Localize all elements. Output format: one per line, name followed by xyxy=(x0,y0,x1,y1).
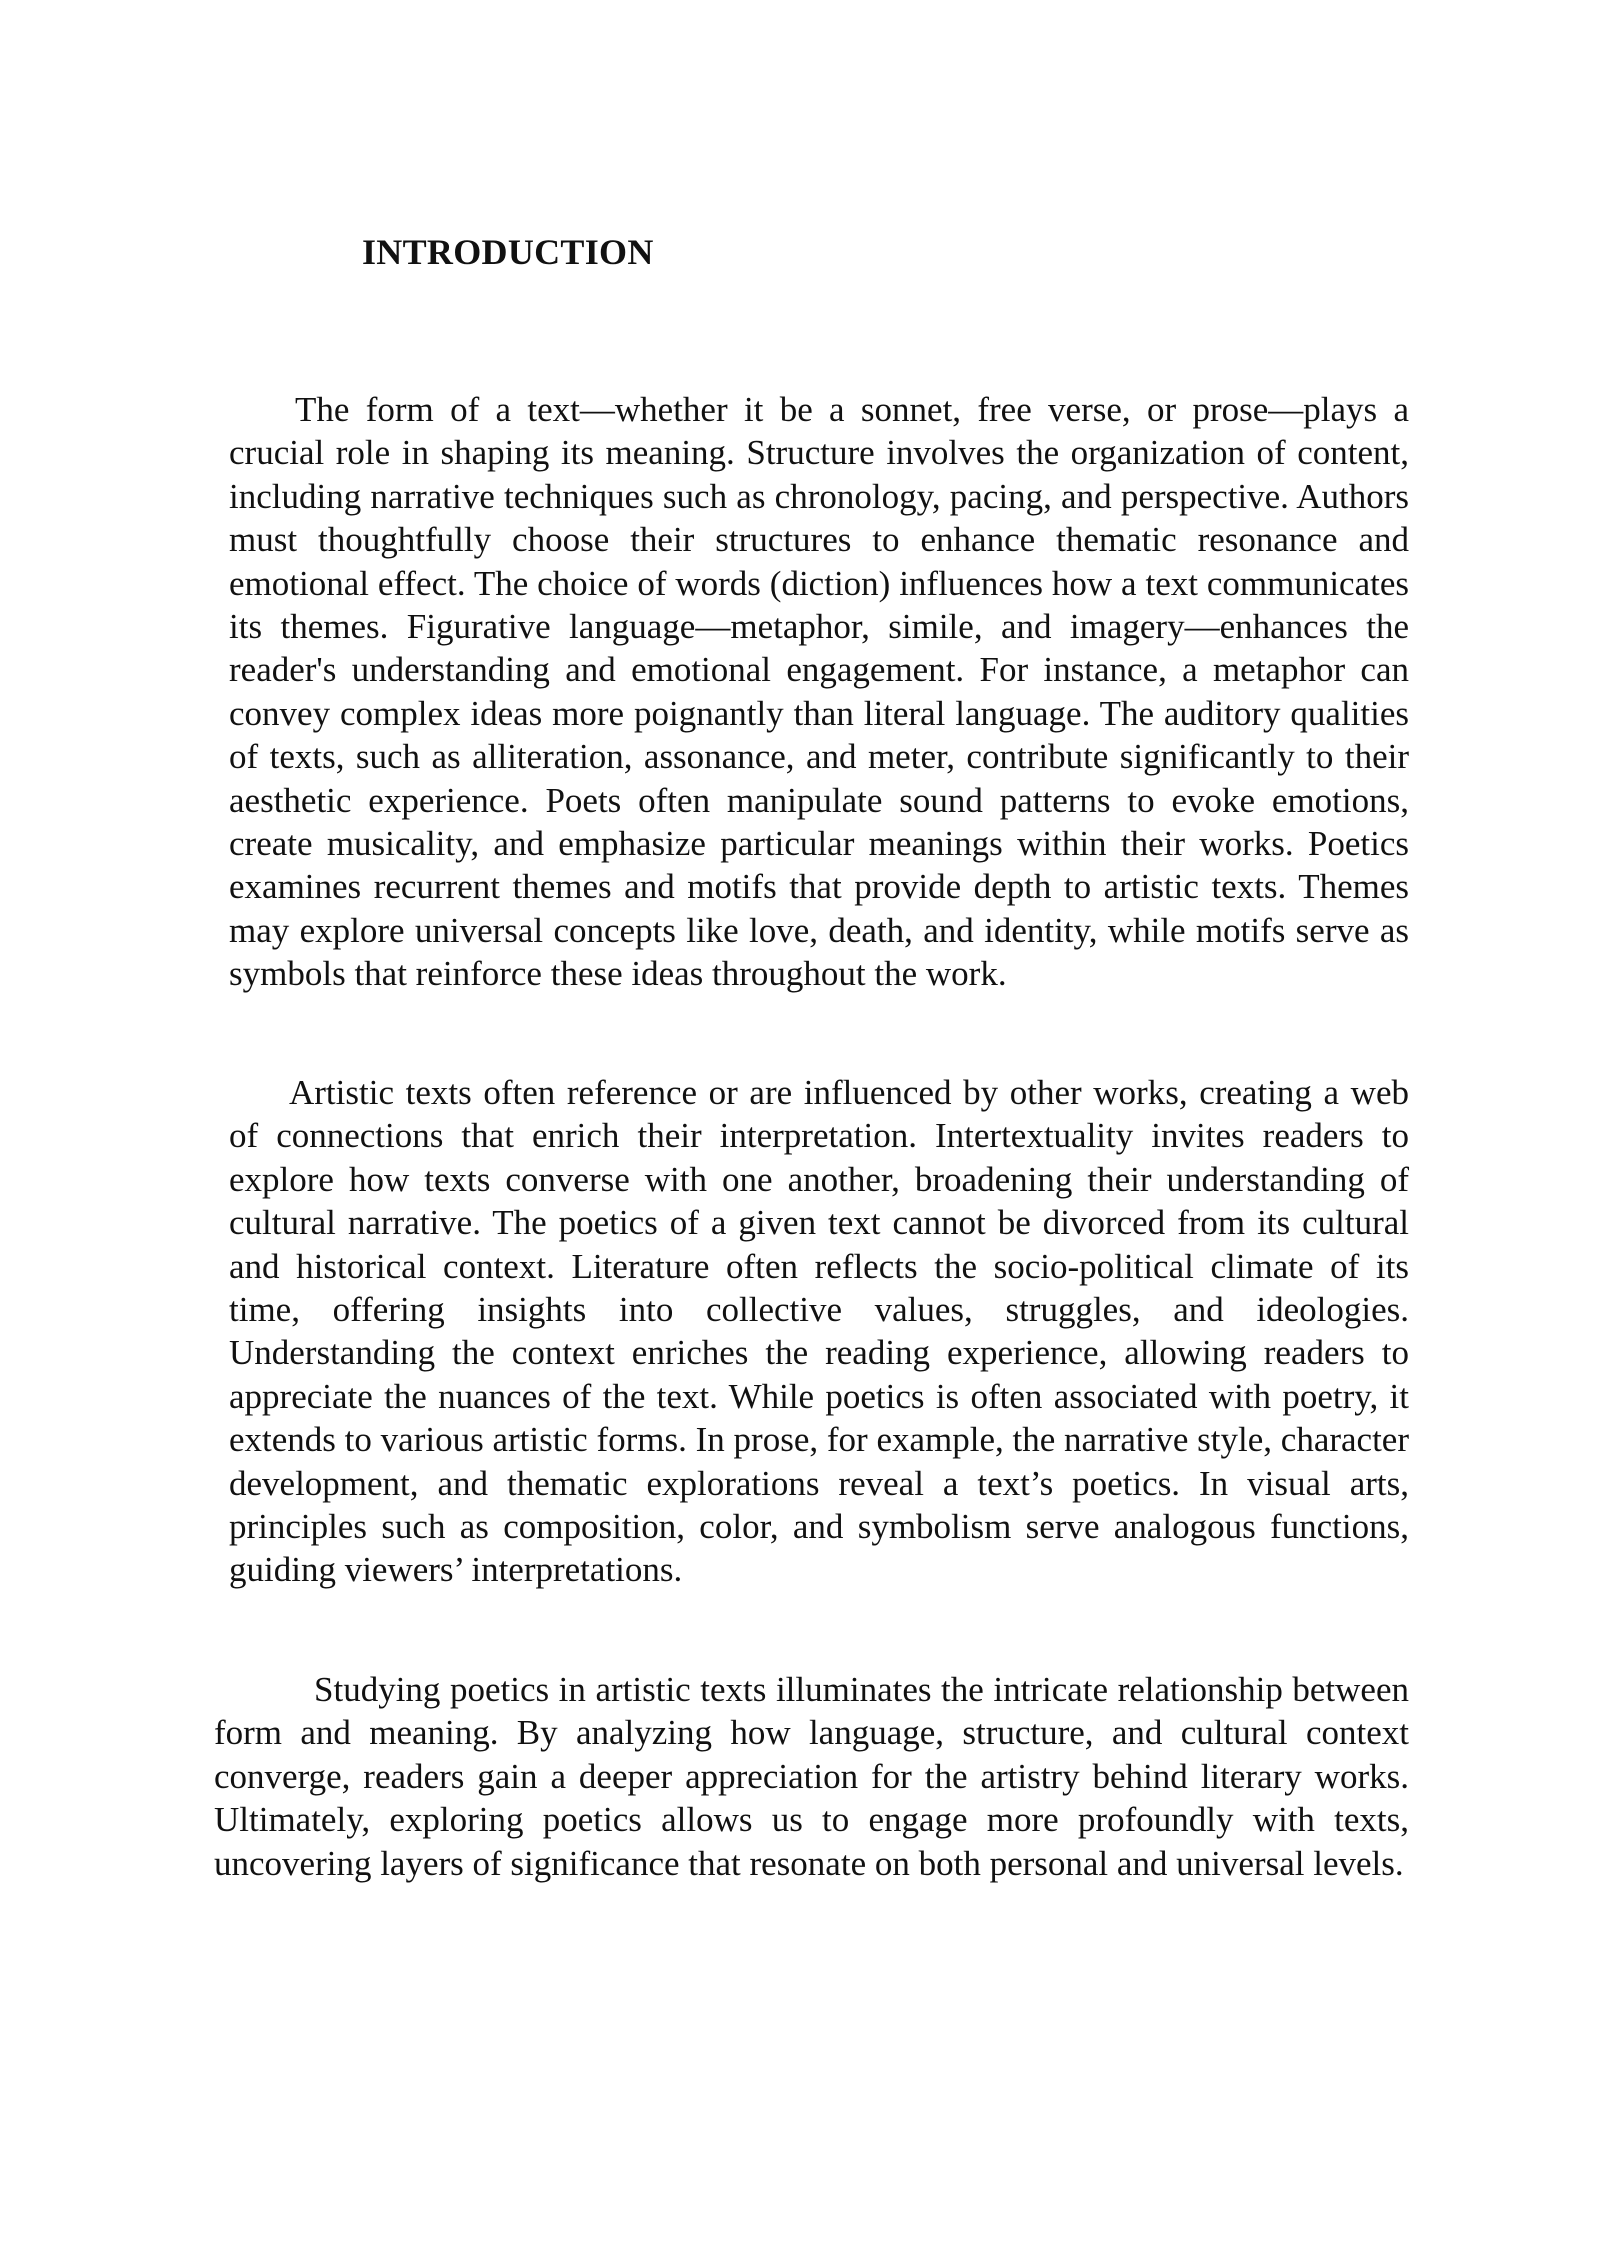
paragraph-conclusion: Studying poetics in artistic texts illuminates the intricate relationship between form and meaning. By analyzing how language, structure, and cultural context converge, readers gain a deeper appreciation for the artistry behind literary works. Ultimately, exploring poetics allows us to engage more profoundly with texts, uncovering layers of significance that resonate on both personal and universal levels. xyxy=(214,1670,1409,1883)
paragraph-intertextuality-and-context: Artistic texts often reference or are influenced by other works, creating a web of connections that enrich their interpretation. Intertextuality invites readers to explore how texts converse with one another, broadening their understanding of cultural narrative. The poetics of a given text cannot be divorced from its cultural and historical context. Literature often reflects the socio-political climate of its time, offering insights into collective values, struggles, and ideologies. Understanding the context enriches the reading experience, allowing readers to appreciate the nuances of the text. While poetics is often associated with poetry, it extends to various artistic forms. In prose, for example, the narrative style, character development, and thematic explorations reveal a text’s poetics. In visual arts, principles such as composition, color, and symbolism serve analogous functions, guiding viewers’ interpretations. xyxy=(229,1073,1409,1590)
paragraph-form-and-structure: The form of a text—whether it be a sonnet, free verse, or prose—plays a crucial role in shaping its meaning. Structure involves the organization of content, including narrative techniques such as chronology, pacing, and perspective. Authors must thoughtfully choose their structures to enhance thematic resonance and emotional effect. The choice of words (diction) influences how a text communicates its themes. Figurative language—metaphor, simile, and imagery—enhances the reader's understanding and emotional engagement. For instance, a metaphor can convey complex ideas more poignantly than literal language. The auditory qualities of texts, such as alliteration, assonance, and meter, contribute significantly to their aesthetic experience. Poets often manipulate sound patterns to evoke emotions, create musicality, and emphasize particular meanings within their works. Poetics examines recurrent themes and motifs that provide depth to artistic texts. Themes may explore universal concepts like love, death, and identity, while motifs serve as symbols that reinforce these ideas throughout the work. xyxy=(229,390,1409,994)
section-heading: INTRODUCTION xyxy=(362,232,654,272)
